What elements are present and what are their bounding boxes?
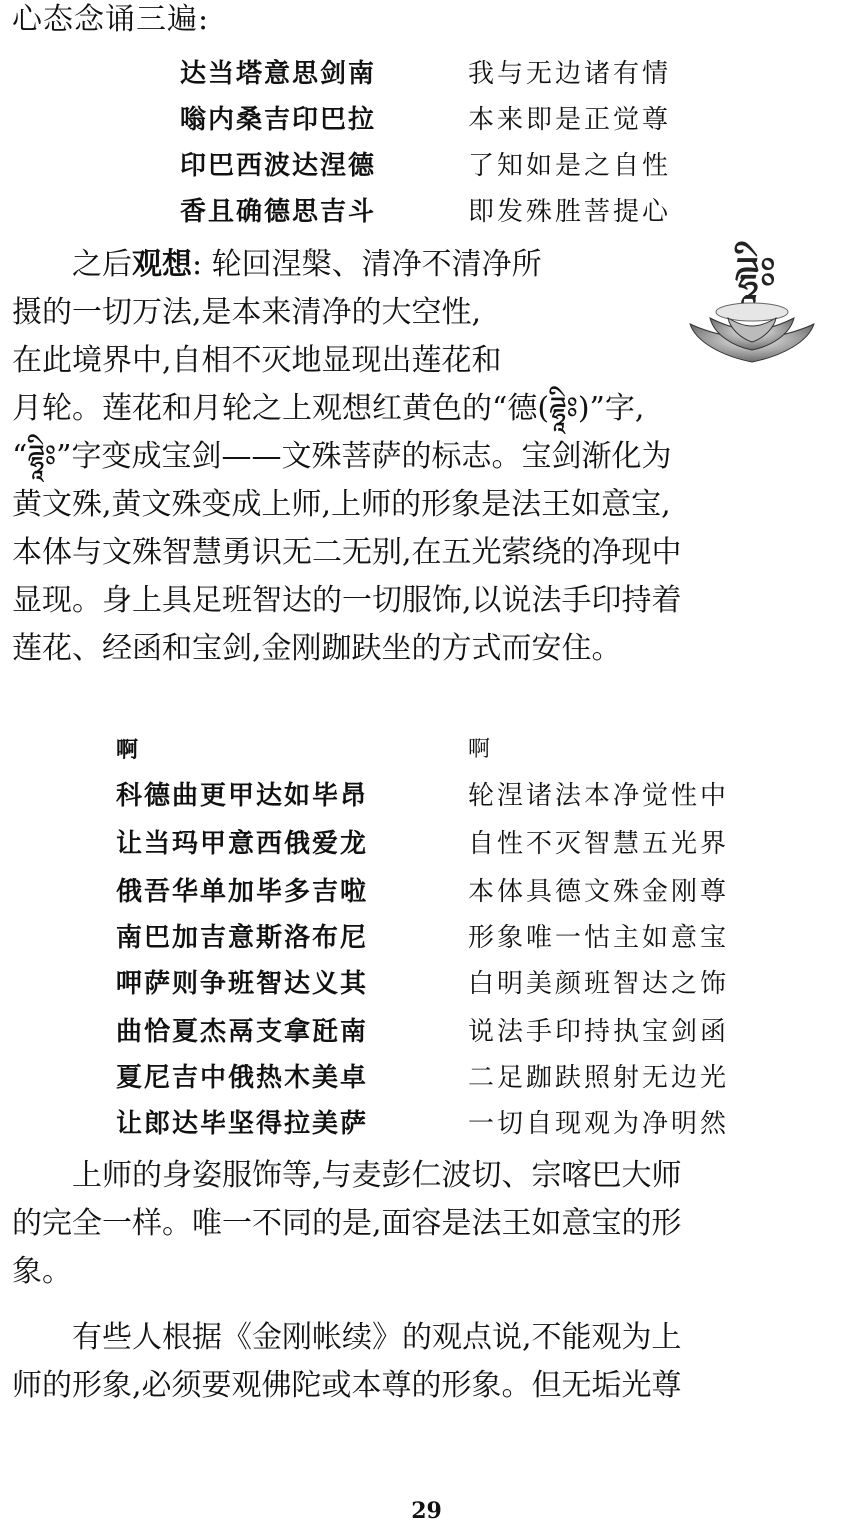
para3-line-2: 师的形象,必须要观佛陀或本尊的形象。但无垢光尊 [12,1368,682,1403]
verse1-left-4: 香且确德思吉斗 [180,197,377,227]
para1-line-6: 黄文殊,黄文殊变成上师,上师的形象是法王如意宝, [12,487,671,522]
verse1-right-3: 了知如是之自性 [468,151,672,181]
verse2-right-8: 一切自现观为净明然 [468,1109,730,1139]
verse2-left-2: 让当玛甲意西俄爱龙 [116,829,369,859]
bold-term: 观想 [132,247,192,282]
verse2-head-left: 啊 [116,737,141,763]
page-number: 29 [411,1498,442,1524]
para2-line-1: 上师的身姿服饰等,与麦彭仁波切、宗喀巴大师 [72,1158,682,1193]
verse2-right-3: 本体具德文殊金刚尊 [468,877,730,907]
verse2-left-3: 俄吾华单加毕多吉啦 [116,877,369,907]
verse2-left-5: 呷萨则争班智达义其 [116,969,369,999]
verse1-right-2: 本来即是正觉尊 [468,105,672,135]
verse1-left-1: 达当塔意思剑南 [180,59,377,89]
verse2-left-8: 让郎达毕坚得拉美萨 [116,1109,369,1139]
verse2-right-4: 形象唯一怙主如意宝 [468,923,730,953]
paragraph-1 [12,241,844,673]
paragraph-3 [12,1314,844,1410]
verse2-right-5: 白明美颜班智达之饰 [468,969,730,999]
verse2-left-6: 曲恰夏杰鬲支拿瓩南 [116,1017,369,1047]
paragraph-2 [12,1152,844,1296]
verse1-left-3: 印巴西波达涅德 [180,151,377,181]
para1-line-3: 在此境界中,自相不灭地显现出莲花和 [12,343,502,378]
verse2-right-6: 说法手印持执宝剑函 [468,1017,730,1047]
para1-line-8: 显现。身上具足班智达的一切服饰,以说法手印持着 [12,583,682,618]
para1-line-4: 月轮。莲花和月轮之上观想红黄色的“德(ཌྷཱིཿ)”字, [12,391,645,426]
verse2-head-right: 啊 [468,737,494,762]
tibetan-syllable: ཌྷཱིཿ [734,248,777,299]
verse2-left-4: 南巴加吉意斯洛布尼 [116,923,369,953]
verse2-right-1: 轮涅诸法本净觉性中 [468,781,730,811]
para1-line-5: “ཌྷཱིཿ”字变成宝剑——文殊菩萨的标志。宝剑渐化为 [12,439,672,474]
para1-line-1: 之后观想: 轮回涅槃、清净不清净所 [72,247,542,282]
para2-line-3: 象。 [12,1254,72,1289]
verse2-left-7: 夏尼吉中俄热木美卓 [116,1063,369,1093]
para3-line-1: 有些人根据《金刚帐续》的观点说,不能观为上 [72,1320,682,1355]
verse2-right-7: 二足跏趺照射无边光 [468,1063,730,1093]
para1-line-9: 莲花、经函和宝剑,金刚跏趺坐的方式而安住。 [12,631,622,666]
para1-line-7: 本体与文殊智慧勇识无二无别,在五光萦绕的净现中 [12,535,682,570]
intro-line: 心态念诵三遍: [12,2,210,37]
verse1-right-4: 即发殊胜菩提心 [468,197,672,227]
verse1-right-1: 我与无边诸有情 [468,59,672,89]
verse2-right-2: 自性不灭智慧五光界 [468,829,730,859]
verse2-left-1: 科德曲更甲达如毕昂 [116,781,369,811]
para1-line-2: 摄的一切万法,是本来清净的大空性, [12,295,482,330]
verse1-left-2: 嗡内桑吉印巴拉 [180,105,377,135]
para2-line-2: 的完全一样。唯一不同的是,面容是法王如意宝的形 [12,1206,682,1241]
